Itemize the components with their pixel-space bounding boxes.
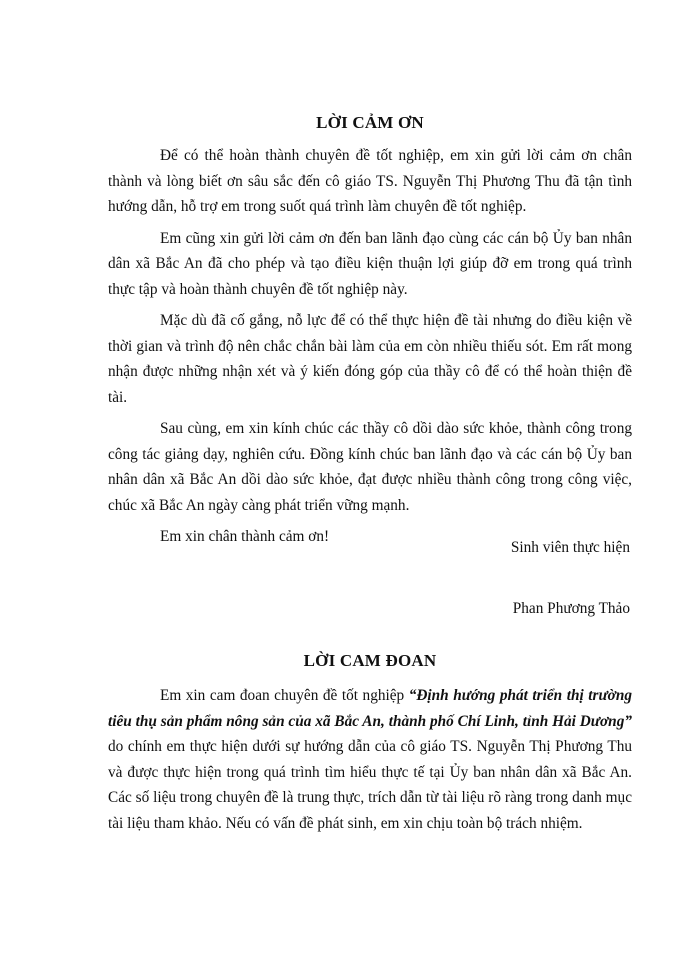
declaration-body xyxy=(108,683,632,842)
acknowledgement-paragraph: Để có thể hoàn thành chuyên đề tốt nghiệp, em xin gửi lời cảm ơn chân thành và lòng biết ơn sâu sắc đến cô giáo TS. Nguyễn Thị Phương Thu đã tận tình hướng dẫn, hỗ trợ em trong suốt quá trình làm chuyên đề tốt nghiệp. xyxy=(108,147,632,215)
acknowledgement-paragraph: Em cũng xin gửi lời cảm ơn đến ban lãnh đạo cùng các cán bộ Ủy ban nhân dân xã Bắc An đã cho phép và tạo điều kiện thuận lợi giúp đỡ em trong quá trình thực tập và hoàn thành chuyên đề tốt nghiệp này. xyxy=(108,229,632,298)
acknowledgement-body xyxy=(108,143,632,556)
acknowledgement-paragraph: Sau cùng, em xin kính chúc các thầy cô dồi dào sức khỏe, thành công trong công tác giảng dạy, nghiên cứu. Đồng kính chúc ban lãnh đạo và các cán bộ Ủy ban nhân dân xã Bắc An dồi dào sức khỏe, đạt được nhiều thành công trong công việc, chúc xã Bắc An ngày càng phát triển vững mạnh. xyxy=(108,420,632,514)
signer-name: Phan Phương Thảo xyxy=(512,600,630,617)
declaration-paragraph xyxy=(108,683,632,836)
acknowledgement-paragraph: Mặc dù đã cố gắng, nỗ lực để có thể thực hiện đề tài nhưng do điều kiện về thời gian và trình độ nên chắc chắn bài làm của em còn nhiều thiếu sót. Em rất mong nhận được những nhận xét và ý kiến đóng góp của thầy cô để có thể hoàn thiện đề tài. xyxy=(108,312,632,406)
acknowledgement-heading: LỜI CẢM ƠN xyxy=(316,113,424,132)
signer-role: Sinh viên thực hiện xyxy=(510,539,630,556)
acknowledgement-closing: Em xin chân thành cảm ơn! xyxy=(160,528,330,545)
document-page xyxy=(108,0,632,960)
declaration-text: do chính em thực hiện dưới sự hướng dẫn của cô giáo TS. Nguyễn Thị Phương Thu và được thực hiện trong quá trình tìm hiểu thực tế tại Ủy ban nhân dân xã Bắc An. Các số liệu trong chuyên đề là trung thực, trích dẫn từ tài liệu rõ ràng trong danh mục tài liệu tham khảo. Nếu có vấn đề phát sinh, em xin chịu toàn bộ trách nhiệm. xyxy=(108,738,632,832)
declaration-intro: Em xin cam đoan chuyên đề tốt nghiệp xyxy=(160,687,409,704)
thesis-title: “Định hướng phát triển thị trường tiêu thụ sản phẩm nông sản của xã Bắc An, thành phố Chí Linh, tỉnh Hải Dương” xyxy=(108,687,632,730)
declaration-heading: LỜI CAM ĐOAN xyxy=(303,651,437,670)
